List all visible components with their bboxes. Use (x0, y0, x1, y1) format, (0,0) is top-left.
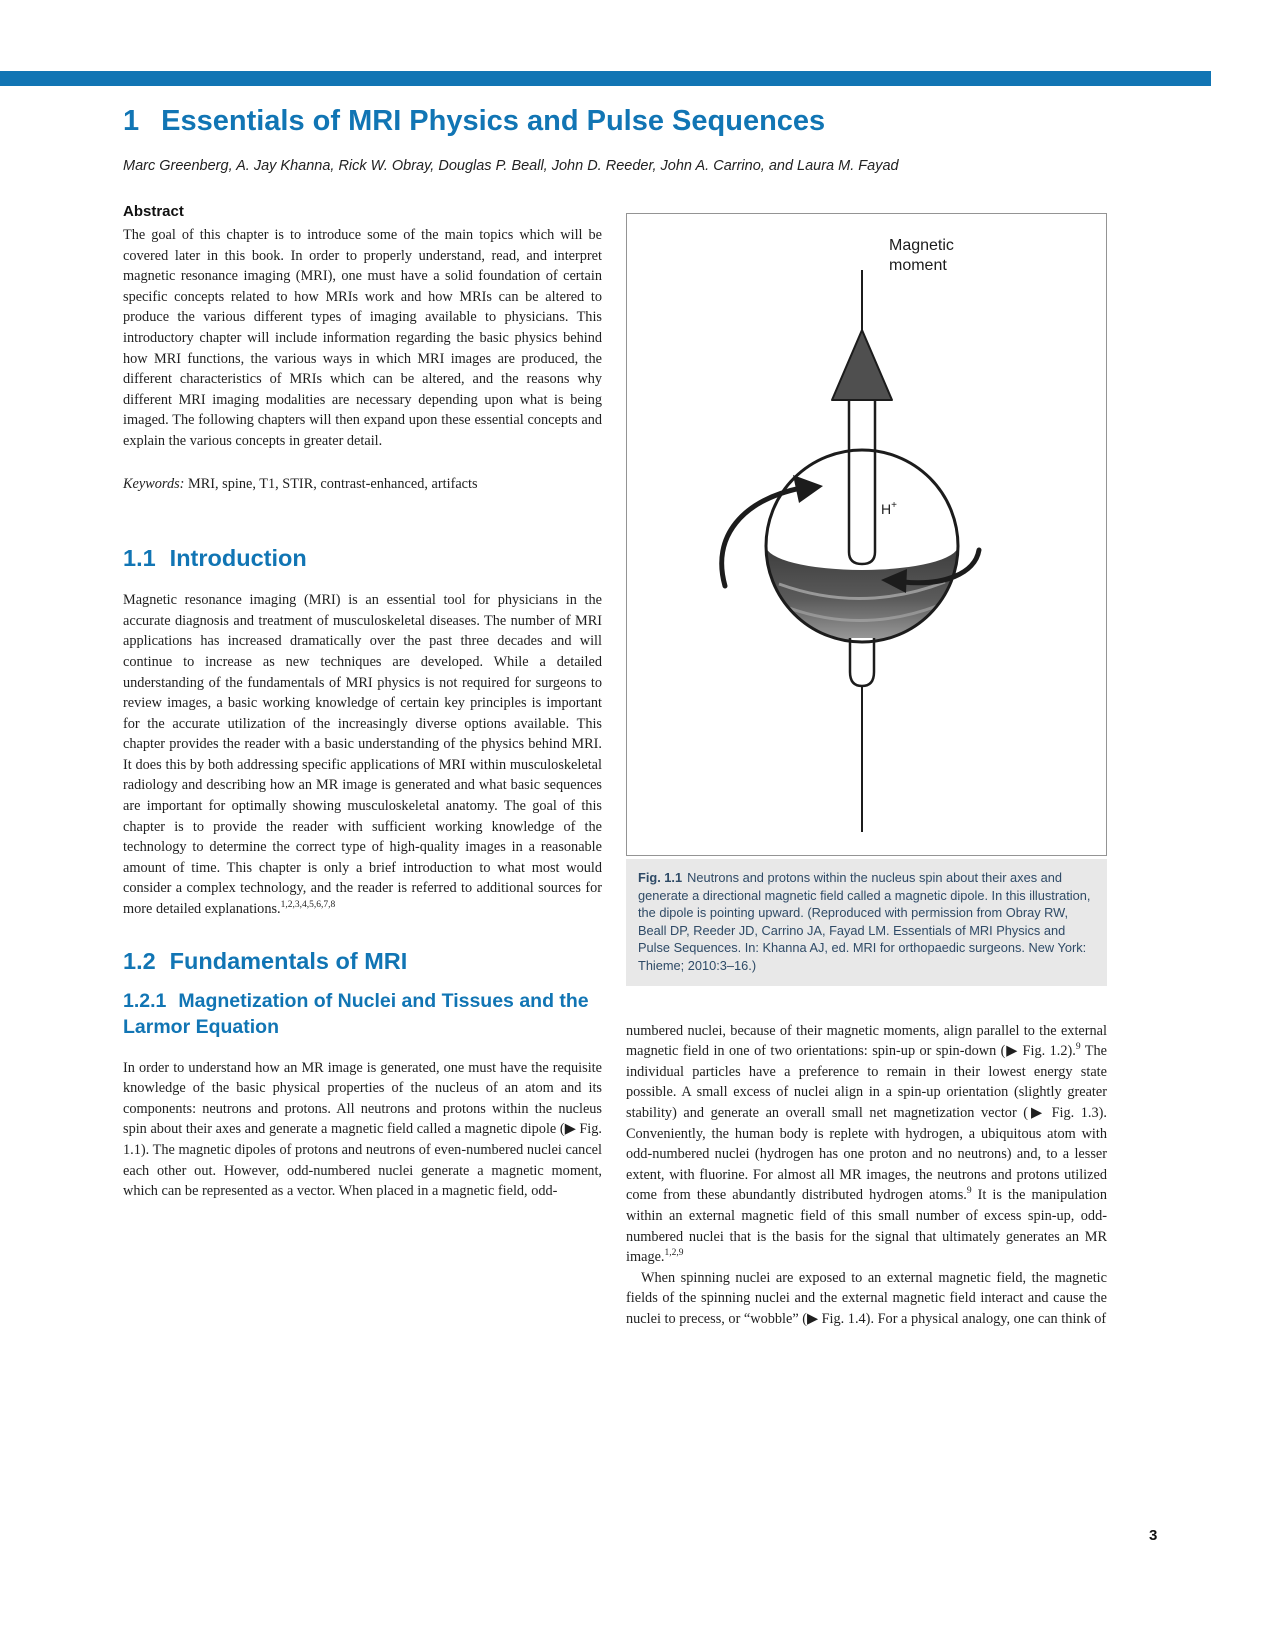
dipole-rod-lower (850, 638, 874, 686)
paragraph-text: The individual particles have a preference to remain in their lowest energy state possible. A small excess of nuclei align in a spin-up orientation (slightly greater stability) and generate an overall small net magnetization vector (▶ Fig. 1.3). Conveniently, the human body is replete with hydrogen, a ubiquitous atom with odd-numbered nuclei (hydrogen has one proton and no neutrons) and, to a lesser extent, with fluorine. For almost all MR images, the neutrons and protons utilized come from these abundantly distributed hydrogen atoms. (626, 1043, 1107, 1204)
chapter-header-bar (0, 71, 1211, 86)
section-title-1-2: Fundamentals of MRI (169, 947, 408, 974)
right-column (626, 213, 1107, 1329)
section-heading-1-1 (123, 544, 602, 573)
section-number-1-2-1: 1.2.1 (123, 989, 167, 1012)
right-paragraph-1 (626, 1021, 1107, 1268)
figure-caption-text: Neutrons and protons within the nucleus spin about their axes and generate a directional magnetic field called a magnetic dipole. In this illustration, the dipole is pointing upward. (Reproduced with permission from Obray RW, Beall DP, Reeder JD, Carrino JA, Fayad LM. Essentials of MRI Physics and Pulse Sequences. In: Khanna AJ, ed. MRI for orthopaedic surgeons. New York: Thieme; 2010:3–16.) (638, 870, 1091, 973)
authors-line: Marc Greenberg, A. Jay Khanna, Rick W. Obray, Douglas P. Beall, John D. Reeder, John A. Carrino, and Laura M. Fayad (123, 158, 899, 174)
section-number-1-2: 1.2 (123, 947, 156, 974)
section-title-1-1: Introduction (169, 545, 307, 572)
abstract-heading: Abstract (123, 203, 184, 220)
section-1-1-text: Magnetic resonance imaging (MRI) is an essential tool for physicians in the accurate diagnosis and treatment of musculoskeletal diseases. The number of MRI applications has increased dramatically over the past three decades and will continue to increase as new techniques are developed. While a detailed understanding of the fundamentals of MRI physics is not required for surgeons to review images, a basic working knowledge of certain key principles is important for the accurate utilization of the increasingly diverse options available. This chapter provides the reader with a basic understanding of the physics behind MRI. It does this by both addressing specific applications of MRI within musculoskeletal radiology and describing how an MR image is generated and what basic sequences are important for optimally showing musculoskeletal anatomy. The goal of this chapter is to provide the reader with sufficient working knowledge of the technology to determine the correct type of high-quality images in a reasonable amount of time. This chapter is only a brief introduction to what most would consider a complex technology, and the reader is referred to additional sources for more detailed explanations. (123, 592, 602, 918)
paragraph-text: numbered nuclei, because of their magnetic moments, align parallel to the external magnetic field in one of two orientations: spin-up or spin-down (▶ Fig. 1.2). (626, 1022, 1107, 1060)
keywords-text: MRI, spine, T1, STIR, contrast-enhanced, artifacts (184, 475, 478, 492)
keywords-label: Keywords: (123, 475, 185, 492)
abstract-body: The goal of this chapter is to introduce some of the main topics which will be covered later in this book. In order to properly understand, read, and interpret magnetic resonance imaging (MRI), one must have a solid foundation of certain specific concepts related to how MRIs work and how MRIs can be altered to produce the various different types of imaging available to physicians. This introductory chapter will include information regarding the basic physics behind how MRI functions, the various ways in which MRI images are produced, the different characteristics of MRIs which can be altered, and the reasons why different MRI imaging modalities are necessary depending upon what is being imaged. The following chapters will then expand upon these essential concepts and explain the various concepts in greater detail. (123, 227, 602, 449)
citation-superscript: 1,2,3,4,5,6,7,8 (280, 900, 336, 911)
chapter-title (123, 103, 1123, 139)
magnetic-moment-label-line1: Magnetic (889, 237, 954, 254)
figure-1-1 (626, 213, 1107, 986)
chapter-title-text: Essentials of MRI Physics and Pulse Sequences (161, 105, 826, 137)
figure-caption-label: Fig. 1.1 (638, 870, 683, 885)
magnetic-moment-label-line2: moment (889, 257, 947, 274)
section-heading-1-2-1 (123, 988, 602, 1040)
section-heading-1-2 (123, 947, 602, 976)
citation-superscript: 9 (1075, 1042, 1081, 1053)
section-1-1-body (123, 590, 602, 920)
right-paragraph-2: When spinning nuclei are exposed to an external magnetic field, the magnetic fields of the spinning nuclei and the external magnetic field interact and cause the nuclei to precess, or “wobble” (▶ Fig. 1.4). For a physical analogy, one can think of (626, 1269, 1107, 1327)
figure-illustration (626, 213, 1107, 856)
section-number-1-1: 1.1 (123, 545, 156, 572)
figure-caption (626, 859, 1107, 986)
section-title-1-2-1: Magnetization of Nuclei and Tissues and the Larmor Equation (123, 989, 589, 1038)
dipole-arrowhead (832, 330, 892, 400)
dipole-rod-upper (849, 398, 875, 564)
section-1-2-1-body: In order to understand how an MR image is generated, one must have the requisite knowledge of the basic physical properties of the nucleus of an atom and its components: neutrons and protons. All neutrons and protons within the nucleus spin about their axes and generate a magnetic field called a magnetic dipole (▶ Fig. 1.1). The magnetic dipoles of protons and neutrons of even-numbered nuclei cancel each other out. However, odd-numbered nuclei generate a magnetic moment, which can be represented as a vector. When placed in a magnetic field, odd- (123, 1059, 602, 1200)
keywords-line (123, 474, 602, 495)
proton-spin-drawing (627, 214, 1106, 855)
left-column (123, 203, 602, 1202)
hydrogen-ion-label: H+ (881, 500, 897, 517)
right-column-text (626, 1021, 1107, 1330)
citation-superscript: 9 (966, 1186, 972, 1197)
chapter-number: 1 (123, 105, 140, 137)
page-number: 3 (1149, 1527, 1158, 1544)
paragraph-text: It is the manipulation within an external magnetic field of this small number of excess spin-up, odd-numbered nuclei that is the basis for the signal that ultimately generates an MR image. (626, 1187, 1107, 1266)
citation-superscript: 1,2,9 (664, 1248, 684, 1259)
